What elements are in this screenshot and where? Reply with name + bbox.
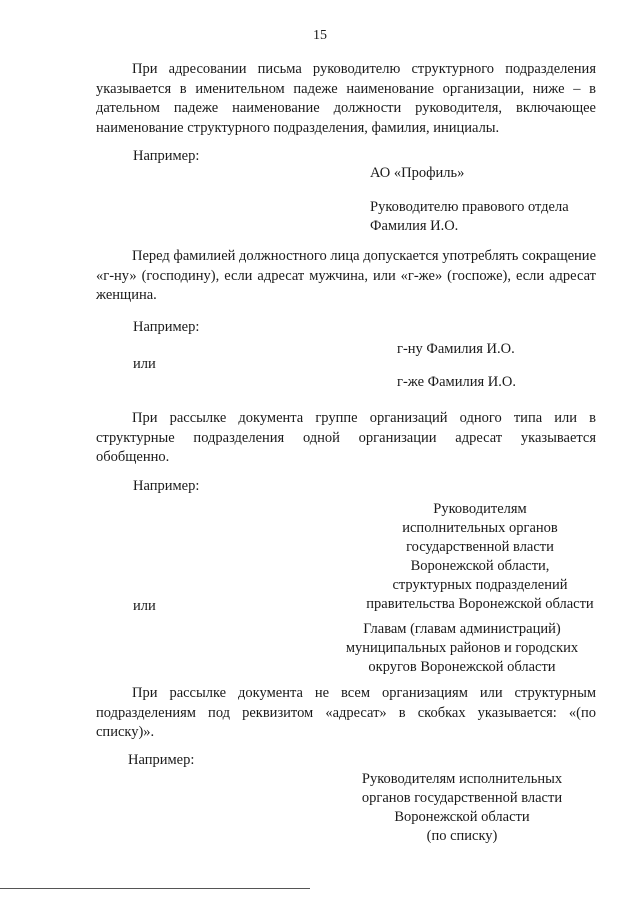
addressee-line: исполнительных органов: [402, 520, 558, 536]
footer-divider: [0, 888, 310, 889]
addressee-line: структурных подразделений: [392, 577, 568, 593]
addressee-position: Руководителю правового отдела: [370, 199, 569, 215]
example-addressee-block: [370, 198, 569, 236]
paragraph-addressing-head: При адресовании письма руководителю структурного подразделения указывается в именительном падеже наименование организации, ниже – в дательном падеже наименование должности руководителя, включающее наименование структурного подразделения, фамилия, инициалы.: [96, 61, 596, 136]
addressee-line: муниципальных районов и городских: [345, 640, 579, 656]
paragraph-group-mailing: При рассылке документа группе организаций одного типа или в структурные подразделения одной организации адресат указывается обобщенно.: [96, 410, 596, 465]
addressee-line: Руководителям исполнительных: [361, 771, 563, 787]
paragraph-title-abbreviation: Перед фамилией должностного лица допускается употреблять сокращение «г-ну» (господину), если адресат мужчина, или «г-же» (госпоже), если адресат женщина.: [96, 248, 596, 303]
example-group-addressee-2: [302, 620, 622, 677]
paragraph-by-list: При рассылке документа не всем организациям или структурным подразделениям под реквизитом «адресат» в скобках указывается: «(по списку)».: [96, 685, 596, 740]
addressee-line: Воронежской области,: [410, 558, 550, 574]
or-label: или: [133, 598, 156, 614]
addressee-line: государственной власти: [406, 539, 554, 555]
addressee-line: Воронежской области: [394, 809, 530, 825]
addressee-name: Фамилия И.О.: [370, 218, 459, 234]
example-female-addressee: г-же Фамилия И.О.: [397, 374, 516, 390]
addressee-line: правительства Воронежской области: [366, 596, 594, 612]
example-label: Например:: [128, 752, 195, 768]
addressee-line: округов Воронежской области: [368, 659, 556, 675]
example-label: Например:: [133, 319, 200, 335]
page-number: 15: [313, 28, 327, 43]
addressee-line: (по списку): [426, 828, 498, 844]
example-by-list-addressee: [302, 770, 622, 846]
example-male-addressee: г-ну Фамилия И.О.: [397, 341, 515, 357]
example-group-addressee-1: [320, 500, 640, 614]
or-label: или: [133, 356, 156, 372]
addressee-line: Руководителям: [433, 501, 527, 517]
addressee-line: Главам (главам администраций): [363, 621, 561, 637]
example-label: Например:: [133, 148, 200, 164]
addressee-line: органов государственной власти: [361, 790, 563, 806]
example-label: Например:: [133, 478, 200, 494]
example-org-name: АО «Профиль»: [370, 165, 465, 181]
